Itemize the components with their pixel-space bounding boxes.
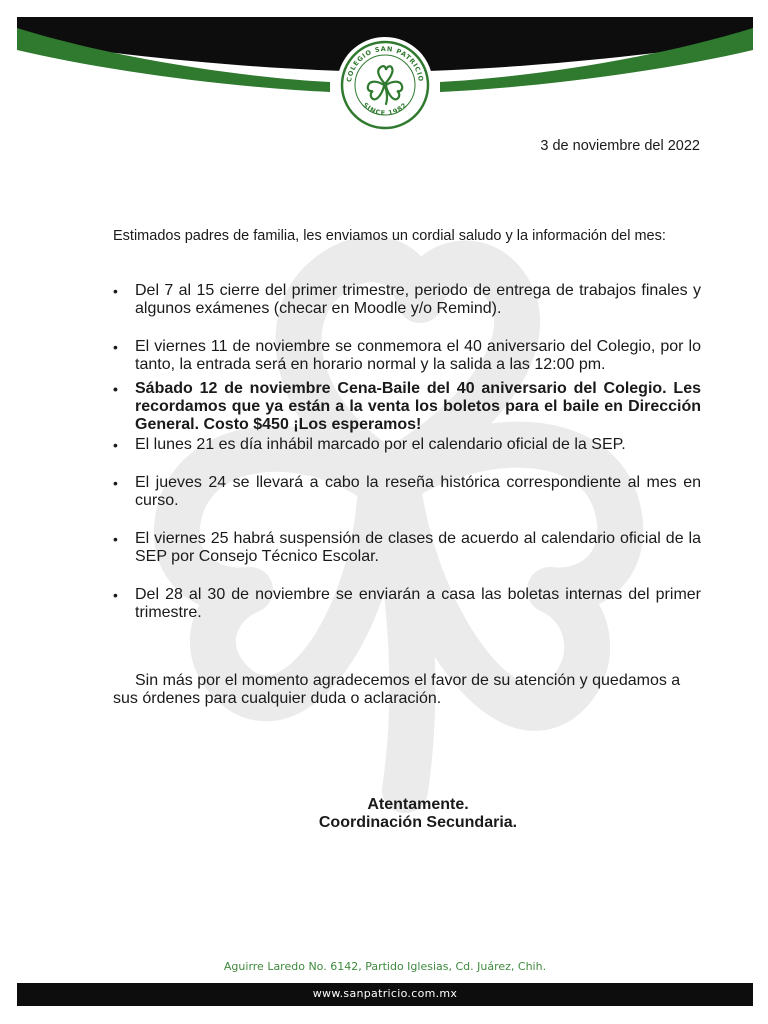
- letterhead-header: [0, 0, 768, 140]
- seal-bottom-text: SINCE 1982: [361, 100, 409, 118]
- letter-closing: Sin más por el momento agradecemos el favor de su atención y quedamos a sus órdenes para cualquier duda o aclaración.: [113, 672, 681, 707]
- footer-website: www.sanpatricio.com.mx: [312, 987, 458, 1000]
- letter-date: 3 de noviembre del 2022: [540, 138, 700, 154]
- footer-address: Aguirre Laredo No. 6142, Partido Iglesias, Cd. Juárez, Chih.: [223, 960, 547, 973]
- list-item: • El jueves 24 se llevará a cabo la reseña histórica correspondiente al mes en curso.: [113, 474, 701, 510]
- signature-line-2: Coordinación Secundaria.: [318, 814, 518, 831]
- letter-greeting: Estimados padres de familia, les enviamos un cordial saludo y la información del mes:: [113, 228, 666, 244]
- list-item-highlight: • Sábado 12 de noviembre Cena-Baile del 40 aniversario del Colegio. Les recordamos que ya están a la venta los boletos para el baile en Dirección General. Costo $450 ¡Los esperamos!: [113, 380, 701, 434]
- list-item: • El viernes 11 de noviembre se conmemora el 40 aniversario del Colegio, por lo tanto, la entrada será en horario normal y la salida a las 12:00 pm.: [113, 338, 701, 374]
- seal-top-text: COLEGIO SAN PATRICIO: [345, 44, 425, 83]
- school-seal: [337, 37, 433, 133]
- list-item: • Del 28 al 30 de noviembre se enviarán a casa las boletas internas del primer trimestre.: [113, 586, 701, 622]
- signature-block: [0, 796, 768, 832]
- signature-line-1: Atentamente.: [367, 796, 469, 813]
- list-item: • Del 7 al 15 cierre del primer trimestre, periodo de entrega de trabajos finales y algunos exámenes (checar en Moodle y/o Remind).: [113, 282, 701, 318]
- list-item: • El viernes 25 habrá suspensión de clases de acuerdo al calendario oficial de la SEP por Consejo Técnico Escolar.: [113, 530, 701, 566]
- list-item: • El lunes 21 es día inhábil marcado por el calendario oficial de la SEP.: [113, 436, 701, 454]
- announcement-list: [113, 282, 701, 622]
